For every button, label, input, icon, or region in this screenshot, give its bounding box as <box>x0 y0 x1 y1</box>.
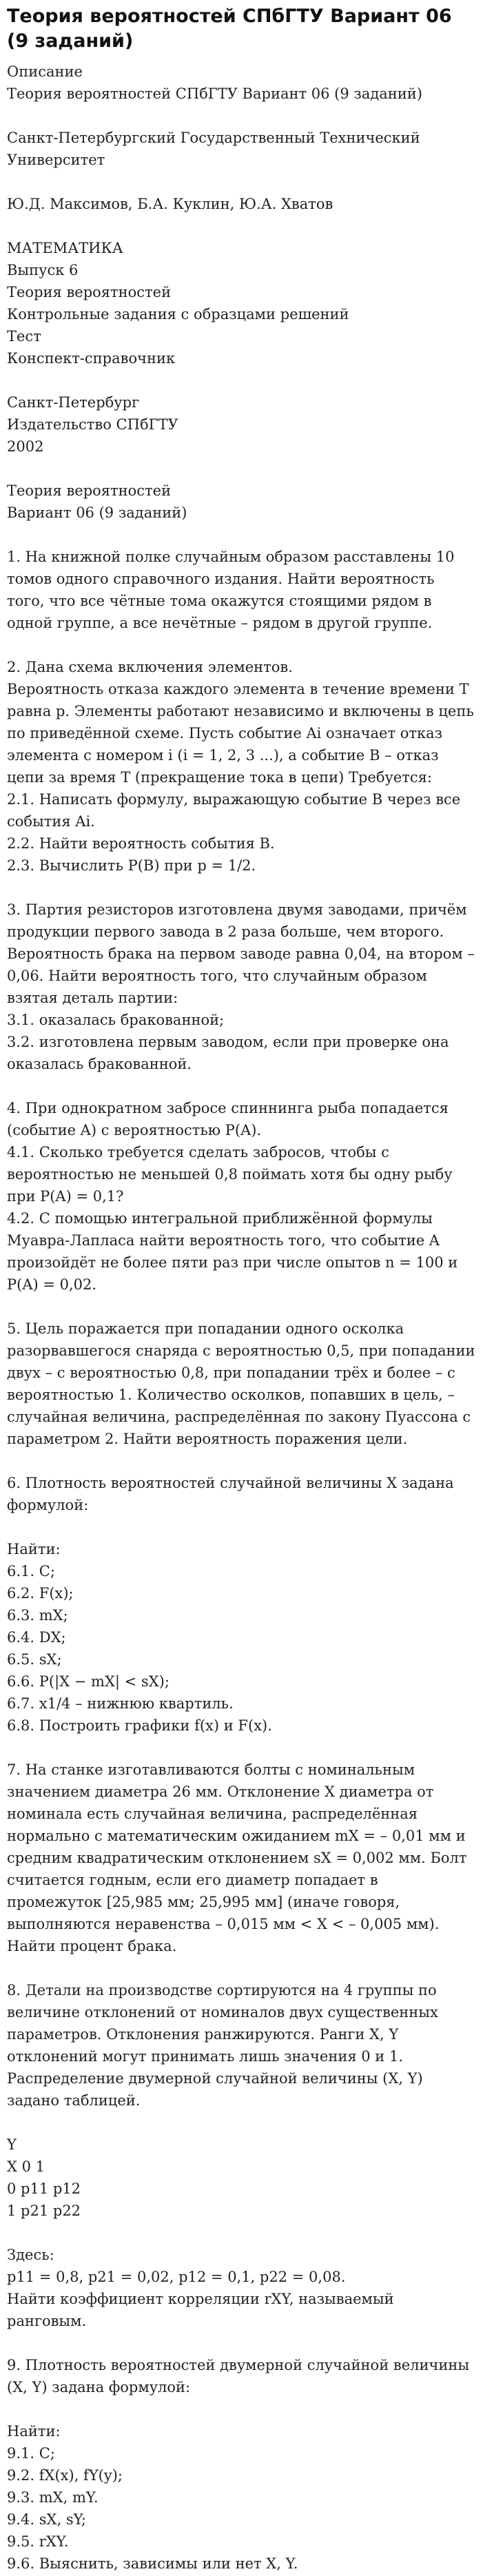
text-line: 9.6. Выяснить, зависимы или нет X, Y. <box>7 2555 298 2572</box>
text-line: Y <box>7 2136 17 2153</box>
document-body <box>7 83 476 2575</box>
text-line: 9.2. fX(x), fY(y); <box>7 2467 123 2484</box>
text-line: МАТЕМАТИКА <box>7 240 123 256</box>
blank-line <box>7 215 476 237</box>
text-line: 9.3. mX, mY. <box>7 2489 99 2506</box>
blank-line <box>7 2222 476 2244</box>
text-line: Вероятность отказа каждого элемента в течение времени T равна p. Элементы работают независимо и включены в цепь по приведённой схеме. Пусть событие Ai означает отказ элемента с номером i (i = 1, 2, 3 ...), а событие B – отказ цепи за время T (прекращение тока в цепи) Требуется: <box>7 681 474 786</box>
text-line: 9.5. rXY. <box>7 2533 69 2550</box>
blank-line <box>7 1516 476 1538</box>
text-line: 2.2. Найти вероятность события B. <box>7 835 275 852</box>
text-line: 9.1. C; <box>7 2445 55 2462</box>
blank-line <box>7 634 476 656</box>
text-line: Выпуск 6 <box>7 262 79 278</box>
text-line: 6.5. sX; <box>7 1651 62 1668</box>
text-line: p11 = 0,8, p21 = 0,02, p12 = 0,1, p22 = 0,08. <box>7 2269 346 2285</box>
text-line: 2. Дана схема включения элементов. <box>7 659 293 675</box>
text-line: 8. Детали на производстве сортируются на 4 группы по величине отклонений от номиналов двух существенных параметров. Отклонения ранжируются. Ранги X, Y отклонений могут принимать лишь значения 0 и 1. Распределение двумерной случайной величины (X, Y) задано таблицей. <box>7 1982 438 2109</box>
text-line: 2002 <box>7 438 44 455</box>
page-title: Теория вероятностей СПбГТУ Вариант 06 (9 заданий) <box>7 6 452 52</box>
blank-line <box>7 2332 476 2354</box>
blank-line <box>7 1957 476 1979</box>
text-line: 3.1. оказалась бракованной; <box>7 1012 225 1028</box>
text-line: Санкт-Петербургский Государственный Технический Университет <box>7 130 420 168</box>
text-line: 1 p21 p22 <box>7 2202 81 2219</box>
text-line: 6.3. mX; <box>7 1607 68 1624</box>
blank-line <box>7 369 476 391</box>
blank-line <box>7 1450 476 1472</box>
blank-line <box>7 105 476 127</box>
text-line: 6.4. DX; <box>7 1629 66 1646</box>
blank-line <box>7 1737 476 1759</box>
blank-line <box>7 1075 476 1097</box>
blank-line <box>7 877 476 899</box>
text-line: Теория вероятностей <box>7 482 172 499</box>
text-line: X 0 1 <box>7 2158 45 2175</box>
text-line: Санкт-Петербург <box>7 394 140 411</box>
blank-line <box>7 1296 476 1318</box>
text-line: 3.2. изготовлена первым заводом, если при проверке она оказалась бракованной. <box>7 1034 449 1072</box>
text-line: 4.1. Сколько требуется сделать забросов, чтобы с вероятностью не меньшей 0,8 поймать хотя бы одну рыбу при P(A) = 0,1? <box>7 1144 453 1205</box>
section-label: Описание <box>7 63 83 80</box>
blank-line <box>7 2398 476 2420</box>
text-line: Тест <box>7 328 41 345</box>
text-line: 3. Партия резисторов изготовлена двумя заводами, причём продукции первого завода в 2 раза больше, чем второго. Вероятность брака на первом заводе равна 0,04, на втором – 0,06. Найти вероятность того, что случайным образом взятая деталь партии: <box>7 901 475 1006</box>
text-line: 9. Плотность вероятностей двумерной случайной величины (X, Y) задана формулой: <box>7 2357 470 2395</box>
text-line: 6.7. x1/4 – нижнюю квартиль. <box>7 1695 234 1712</box>
text-line: Вариант 06 (9 заданий) <box>7 504 187 521</box>
text-line: 6.1. C; <box>7 1563 55 1580</box>
text-line: 5. Цель поражается при попадании одного осколка разорвавшегося снаряда с вероятностью 0,5, при попадании двух – с вероятностью 0,8, при попадании трёх и более – с вероятностью 1. Количество осколков, попавших в цель, – случайная величина, распределённая по закону Пуассона с параметром 2. Найти вероятность поражения цели. <box>7 1320 475 1447</box>
text-line: 0 p11 p12 <box>7 2180 81 2197</box>
text-line: Конспект-справочник <box>7 350 176 367</box>
text-line: Найти: <box>7 2423 61 2440</box>
text-line: Теория вероятностей СПбГТУ Вариант 06 (9 заданий) <box>7 85 422 102</box>
text-line: Найти коэффициент корреляции rXY, называемый ранговым. <box>7 2291 394 2329</box>
text-line: 6.2. F(x); <box>7 1585 74 1602</box>
text-line: Теория вероятностей <box>7 284 172 300</box>
text-line: Ю.Д. Максимов, Б.А. Куклин, Ю.А. Хватов <box>7 196 333 212</box>
text-line: 9.4. sX, sY; <box>7 2511 86 2528</box>
text-line: 4.2. С помощью интегральной приближённой формулы Муавра-Лапласа найти вероятность того, что событие A произойдёт не более пяти раз при числе опытов n = 100 и P(A) = 0,02. <box>7 1210 458 1293</box>
blank-line <box>7 171 476 193</box>
blank-line <box>7 2112 476 2134</box>
text-line: 4. При однократном забросе спиннинга рыба попадается (событие A) с вероятностью P(A). <box>7 1100 449 1138</box>
text-line: 6.6. P(|X − mX| < sX); <box>7 1673 169 1690</box>
blank-line <box>7 524 476 546</box>
text-line: Контрольные задания с образцами решений <box>7 306 349 323</box>
text-line: Здесь: <box>7 2247 54 2263</box>
text-line: Найти: <box>7 1541 61 1557</box>
text-line: 7. На станке изготавливаются болты с номинальным значением диаметра 26 мм. Отклонение X диаметра от номинала есть случайная величина, распределённая нормально с математическим ожиданием mX = – 0,01 мм и средним квадратическим отклонением sX = 0,002 мм. Болт считается годным, если его диаметр попадает в промежуток [25,985 мм; 25,995 мм] (иначе говоря, выполняются неравенства – 0,015 мм < X < – 0,005 мм). Найти процент брака. <box>7 1761 467 1954</box>
text-line: 2.3. Вычислить P(B) при p = 1/2. <box>7 857 256 874</box>
text-line: 6. Плотность вероятностей случайной величины X задана формулой: <box>7 1475 454 1513</box>
text-line: 6.8. Построить графики f(x) и F(x). <box>7 1717 272 1734</box>
text-line: 2.1. Написать формулу, выражающую событие B через все события Ai. <box>7 791 461 830</box>
blank-line <box>7 458 476 480</box>
text-line: 1. На книжной полке случайным образом расставлены 10 томов одного справочного издания. Найти вероятность того, что все чётные тома окажутся стоящими рядом в одной группе, а все нечётные – рядом в другой группе. <box>7 549 455 631</box>
text-line: Издательство СПбГТУ <box>7 416 178 433</box>
